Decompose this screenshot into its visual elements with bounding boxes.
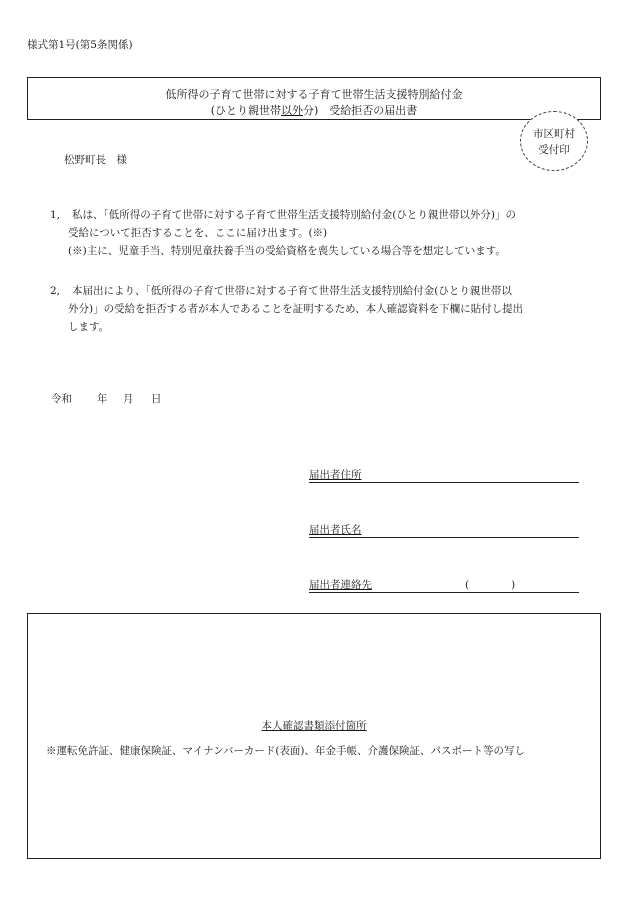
date-month: 月 — [123, 393, 134, 405]
id-document-attachment-box — [27, 613, 601, 859]
title-box — [27, 77, 601, 120]
title-line-2-pre: (ひとり親世帯 — [210, 104, 281, 117]
item-1-line-3: (※)主に、児童手当、特別児童扶養手当の受給資格を喪失している場合等を想定しています。 — [68, 245, 506, 257]
reception-stamp — [520, 111, 588, 171]
date-year: 年 — [97, 393, 108, 405]
date-era: 令和 — [51, 393, 72, 405]
title-line-2-post: 分) 受給拒否の届出書 — [303, 104, 418, 117]
attachment-note: ※運転免許証、健康保険証、マイナンバーカード(表面)、年金手帳、介護保険証、パスポート等の写し — [46, 745, 526, 757]
applicant-name-label: 届出者氏名 — [309, 524, 362, 536]
item-1-line-2: 受給について拒否することを、ここに届け出ます。(※) — [68, 227, 328, 239]
applicant-address-label: 届出者住所 — [309, 469, 362, 481]
addressee: 松野町長 様 — [64, 154, 127, 166]
applicant-address-field[interactable] — [309, 464, 579, 483]
item-2-line-3: します。 — [68, 321, 110, 333]
form-id: 様式第1号(第5条関係) — [27, 39, 133, 51]
item-1-number: 1, — [50, 209, 61, 221]
stamp-line-1: 市区町村 — [533, 128, 575, 140]
item-1-line-1: 私は、「低所得の子育て世帯に対する子育て世帯生活支援特別給付金(ひとり親世帯以外分)」の — [72, 209, 516, 221]
title-line-2-underlined: 以外 — [281, 104, 303, 117]
applicant-name-field[interactable] — [309, 519, 579, 538]
date-line — [51, 394, 162, 405]
item-2 — [50, 282, 595, 336]
item-1 — [50, 206, 595, 260]
attachment-title: 本人確認書類添付箇所 — [261, 720, 367, 732]
item-2-line-2: 外分)」の受給を拒否する者が本人であることを証明するため、本人確認資料を下欄に貼付し提出 — [68, 303, 524, 315]
applicant-contact-label: 届出者連絡先 — [309, 579, 372, 591]
contact-parentheses: ( ) — [465, 579, 516, 591]
title-line-1: 低所得の子育て世帯に対する子育て世帯生活支援特別給付金 — [165, 88, 463, 101]
title-line-2 — [28, 102, 600, 118]
date-day: 日 — [151, 393, 162, 405]
item-2-number: 2, — [50, 285, 61, 297]
stamp-line-2: 受付印 — [538, 144, 570, 156]
item-2-line-1: 本届出により、「低所得の子育て世帯に対する子育て世帯生活支援特別給付金(ひとり親世帯以 — [72, 285, 512, 297]
applicant-contact-field[interactable] — [309, 574, 579, 593]
